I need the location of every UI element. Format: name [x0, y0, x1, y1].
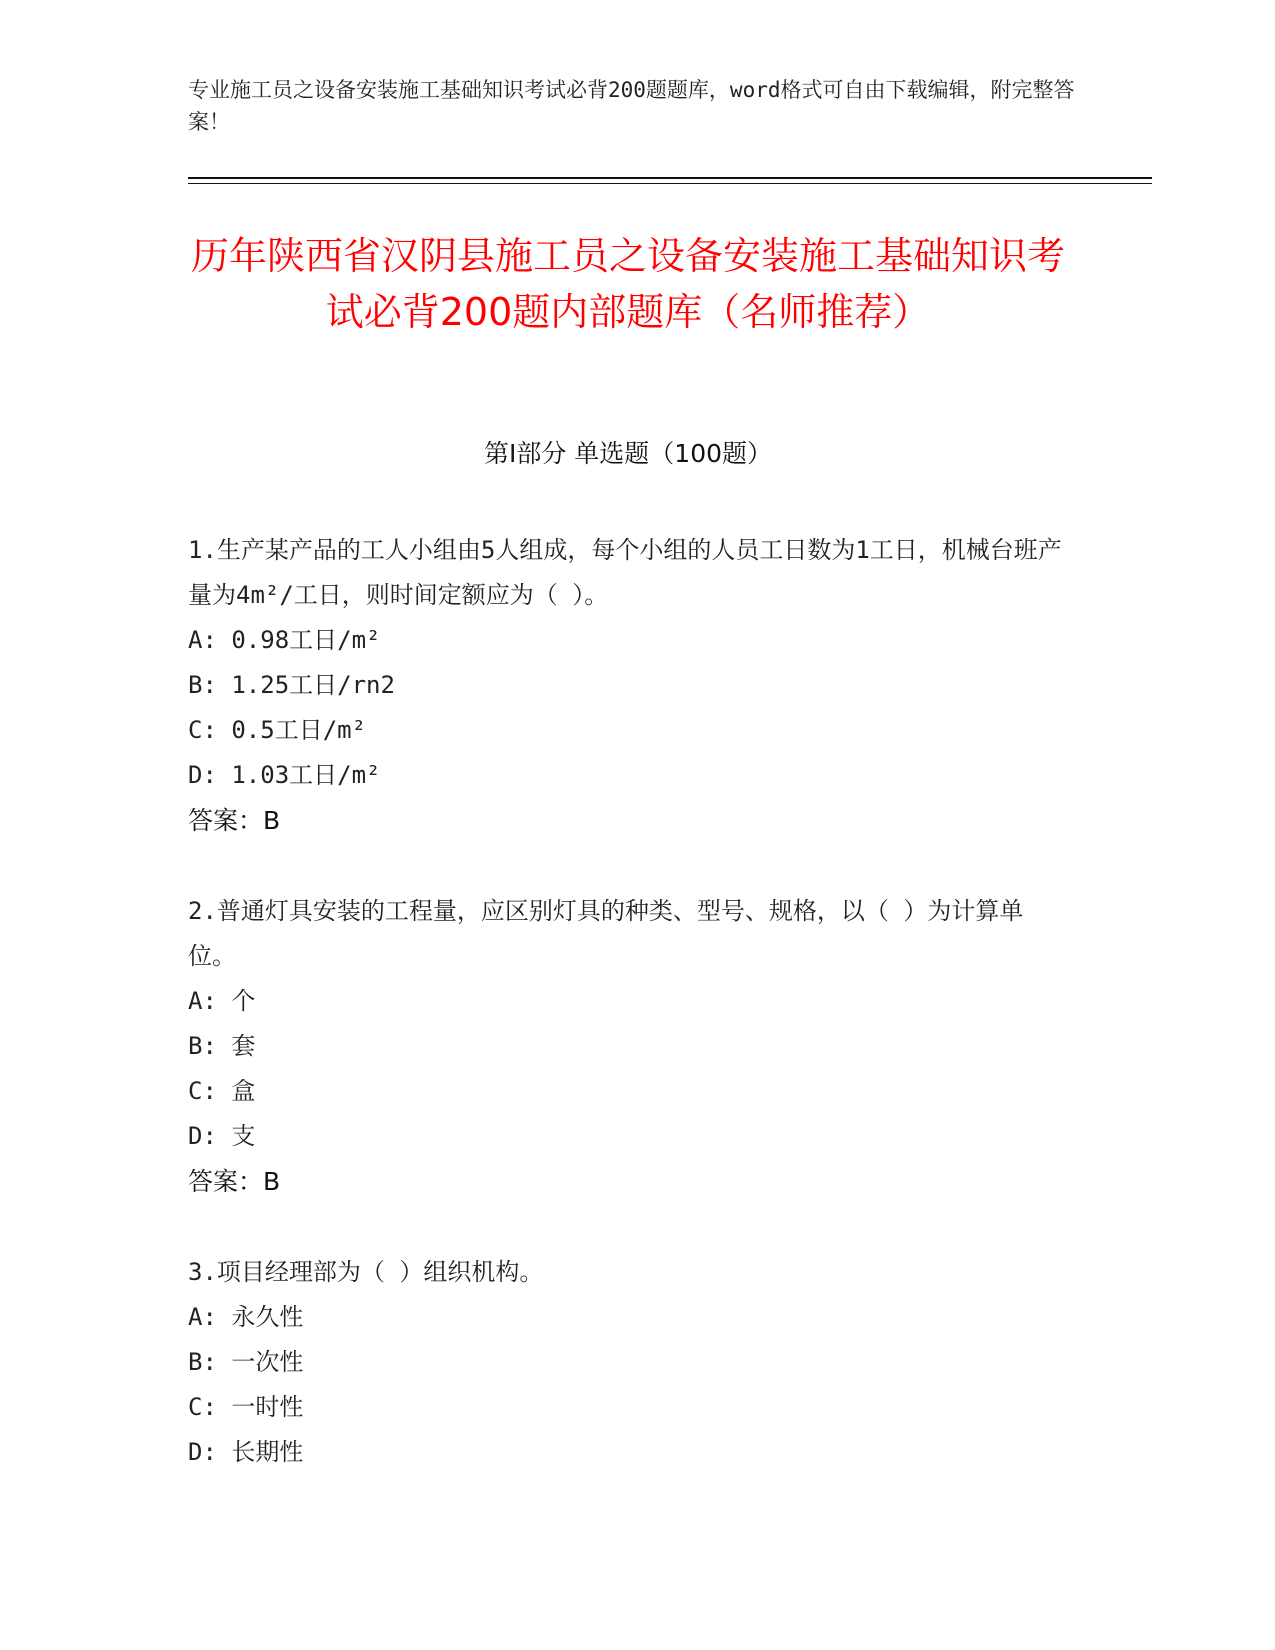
question-text: 3.项目经理部为（ ）组织机构。 — [188, 1258, 544, 1286]
option-a: A: 0.98工日/m² — [188, 626, 381, 654]
header-divider-thick — [188, 177, 1152, 179]
question-text: 1.生产某产品的工人小组由5人组成，每个小组的人员工日数为1工日，机械台班产量为4m²/工日，则时间定额应为（ ）。 — [188, 536, 1062, 609]
option-d: D: 1.03工日/m² — [188, 761, 381, 789]
question-1 — [188, 528, 1068, 843]
option-a: A: 永久性 — [188, 1303, 304, 1331]
document-title: 历年陕西省汉阴县施工员之设备安装施工基础知识考试必背200题内部题库（名师推荐） — [190, 234, 1065, 334]
answer-line: 答案：B — [188, 806, 281, 835]
option-c: C: 一时性 — [188, 1393, 304, 1421]
header-divider-thin — [188, 183, 1152, 184]
question-text: 2.普通灯具安装的工程量，应区别灯具的种类、型号、规格，以（ ）为计算单位。 — [188, 897, 1024, 970]
option-c: C: 盒 — [188, 1077, 256, 1105]
question-2 — [188, 889, 1068, 1204]
option-b: B: 1.25工日/rn2 — [188, 671, 395, 699]
option-d: D: 长期性 — [188, 1438, 304, 1466]
option-d: D: 支 — [188, 1122, 256, 1150]
header-note: 专业施工员之设备安装施工基础知识考试必背200题题库，word格式可自由下载编辑，附完整答案！ — [188, 78, 1075, 134]
question-list — [188, 528, 1068, 1521]
option-a: A: 个 — [188, 987, 256, 1015]
section-heading: 第Ⅰ部分 单选题（100题） — [483, 439, 773, 468]
option-c: C: 0.5工日/m² — [188, 716, 367, 744]
option-b: B: 一次性 — [188, 1348, 304, 1376]
answer-line: 答案：B — [188, 1167, 281, 1196]
option-b: B: 套 — [188, 1032, 256, 1060]
question-3 — [188, 1250, 1068, 1475]
